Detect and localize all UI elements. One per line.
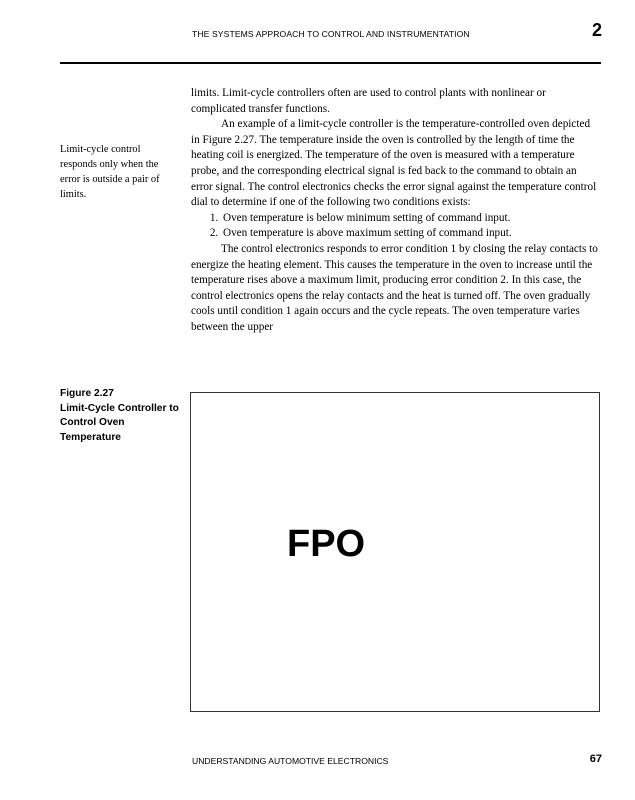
conditions-list <box>191 211 601 242</box>
list-item: 2. Oven temperature is above maximum setting of command input. <box>221 226 601 242</box>
body-text <box>191 86 601 336</box>
running-footer: UNDERSTANDING AUTOMOTIVE ELECTRONICS <box>192 756 389 766</box>
figure-placeholder-box <box>190 392 600 712</box>
paragraph-1: limits. Limit-cycle controllers often are used to control plants with nonlinear or complicated transfer functions. <box>191 87 546 115</box>
header-rule <box>60 62 601 64</box>
figure-caption <box>60 387 185 445</box>
running-header: THE SYSTEMS APPROACH TO CONTROL AND INSTRUMENTATION <box>192 29 470 39</box>
margin-note: Limit-cycle control responds only when the error is outside a pair of limits. <box>60 144 160 200</box>
list-item: 1. Oven temperature is below minimum setting of command input. <box>221 211 601 227</box>
chapter-number: 2 <box>591 20 602 40</box>
paragraph-3: The control electronics responds to error condition 1 by closing the relay contacts to energize the heating element. This causes the temperature in the oven to increase until the temperature rises above a maximum limit, producing error condition 2. In this case, the control electronics opens the relay contacts and the heat is turned off. The oven gradually cools until condition 1 again occurs and the cycle repeats. The oven temperature varies between the upper <box>191 242 598 333</box>
figure-title: Limit-Cycle Controller to Control Oven Temperature <box>60 402 179 443</box>
figure-number: Figure 2.27 <box>60 388 114 399</box>
paragraph-2: An example of a limit-cycle controller is the temperature-controlled oven depicted in Figure 2.27. The temperature inside the oven is controlled by the length of time the heating coil is energized. The temperature of the oven is measured with a temperature probe, and the corresponding electrical signal is fed back to the command to obtain an error signal. The control electronics checks the error signal against the temperature control dial to determine if one of the following two conditions exists: <box>191 118 597 209</box>
fpo-label: FPO <box>287 523 366 565</box>
page-number: 67 <box>589 753 602 765</box>
